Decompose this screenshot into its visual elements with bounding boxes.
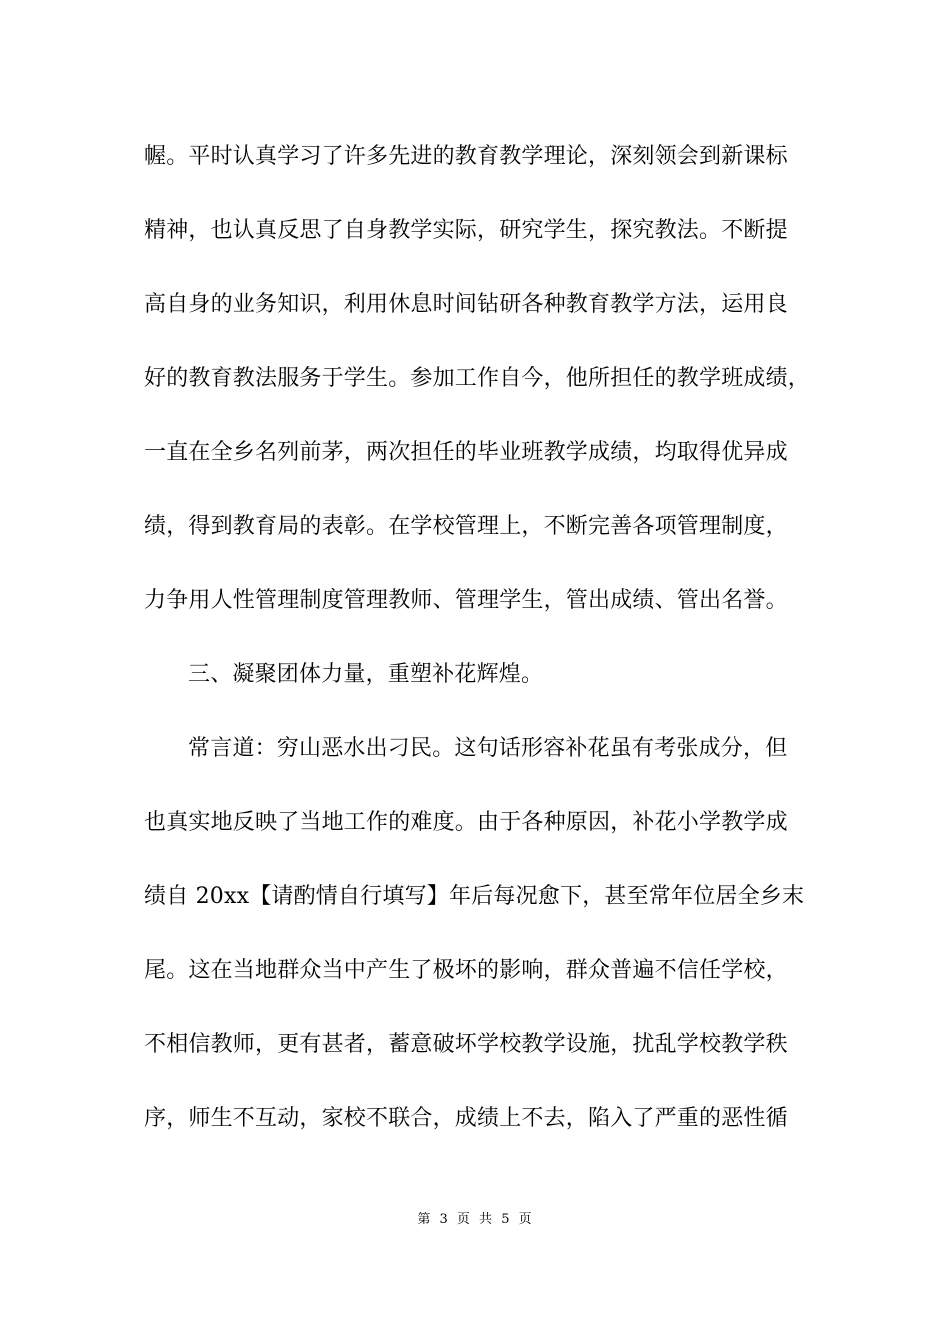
- text-line: 不相信教师，更有甚者，蓄意破坏学校教学设施，扰乱学校教学秩: [144, 1032, 788, 1057]
- text-line: 绩，得到教育局的表彰。在学校管理上，不断完善各项管理制度，: [144, 514, 788, 539]
- text-line: 尾。这在当地群众当中产生了极坏的影响，群众普遍不信任学校，: [144, 958, 788, 983]
- text-line: 高自身的业务知识，利用休息时间钻研各种教育教学方法，运用良: [144, 292, 788, 317]
- section-heading: 三、凝聚团体力量，重塑补花辉煌。: [188, 662, 544, 687]
- text-line: 精神，也认真反思了自身教学实际，研究学生，探究教法。不断提: [144, 218, 788, 243]
- text-line: 好的教育教法服务于学生。参加工作自今，他所担任的教学班成绩，: [144, 366, 811, 391]
- text-line: 序，师生不互动，家校不联合，成绩上不去，陷入了严重的恶性循: [144, 1106, 788, 1131]
- text-line: 也真实地反映了当地工作的难度。由于各种原因，补花小学教学成: [144, 810, 788, 835]
- paragraph-first-line: 常言道：穷山恶水出刁民。这句话形容补花虽有考张成分，但: [188, 736, 788, 761]
- page-footer: 第 3 页 共 5 页: [417, 1212, 533, 1227]
- text-line: 幄。平时认真学习了许多先进的教育教学理论，深刻领会到新课标: [144, 144, 788, 169]
- text-line: 绩自 20xx【请酌情自行填写】年后每况愈下，甚至常年位居全乡末: [144, 884, 805, 909]
- text-line: 一直在全乡名列前茅，两次担任的毕业班教学成绩，均取得优异成: [144, 440, 788, 465]
- text-line: 力争用人性管理制度管理教师、管理学生，管出成绩、管出名誉。: [144, 588, 788, 613]
- body-text: [144, 132, 814, 1168]
